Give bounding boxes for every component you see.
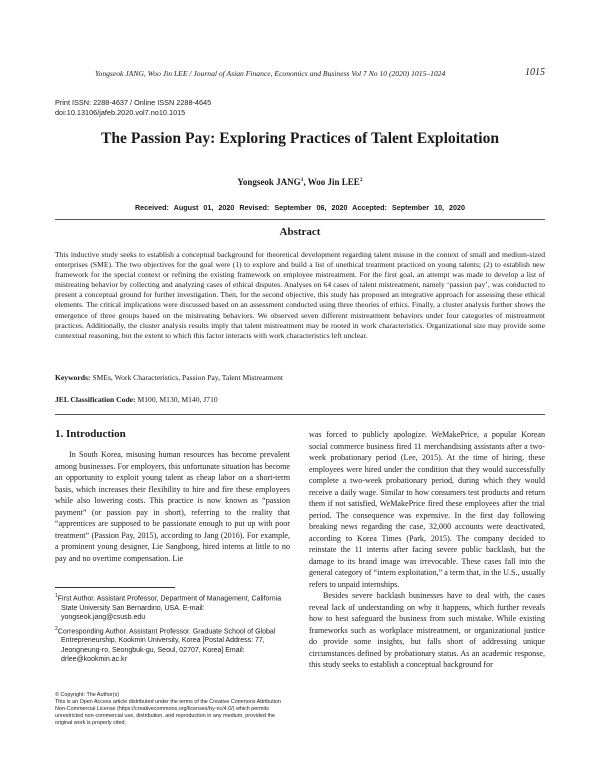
section-heading: 1. Introduction <box>55 428 126 440</box>
footnote-text: First Author. Assistant Professor, Department of Management, California State University San Bernardino, USA. E-mail: yongseok.jang@csusb.edu <box>57 595 282 621</box>
author-affiliation-mark: 1 <box>300 177 304 183</box>
jel-line <box>55 395 545 404</box>
keywords-value: SMEs, Work Characteristics, Passion Pay, Talent Mistreatment <box>90 373 283 382</box>
footnotes <box>55 592 290 667</box>
keywords-line <box>55 373 545 382</box>
footnote-mark: 1 <box>55 593 58 599</box>
body-paragraph: In South Korea, misusing human resources has become prevalent among businesses. For employers, this unfortunate situation has become an opportunity to exploit young talent as cheap labor on a short-term basis, which increases their flexibility to hire and fire these employees while also lowering costs. This practice is now known as “passion payment” (or passion pay in short), referring to the reality that “apprentices are supposed to be passionate enough to put up with poor treatment” (Passion Pay, 2015), according to Jang (2016). For example, a prominent young designer, Lie Sangbong, hired interns at little to no pay and no overtime compensation. Lie <box>55 450 290 563</box>
paper-title: The Passion Pay: Exploring Practices of Talent Exploitation <box>100 130 500 147</box>
divider <box>55 414 545 415</box>
footnote <box>55 625 290 664</box>
footnote-mark: 2 <box>55 625 58 632</box>
submission-dates: Received: August 01, 2020 Revised: September 06, 2020 Accepted: September 10, 2020 <box>134 203 466 212</box>
footnote-divider <box>55 587 175 588</box>
abstract-body: This inductive study seeks to establish a conceptual background for theoretical development regarding talent misuse in the context of small and medium-sized enterprises (SME). The two objectives for the goal were (1) to explore and build a list of unethical treatment practiced on young talents; (2) to establish new framework for the special context or refining the existing framework on employee mistreatment. For the first goal, an attempt was made to develop a list of mistreating behavior by collecting and analyzing cases of ethical disputes. Analyses on 64 cases of talent mistreatment, namely ‘passion pay’, was conducted to present a conceptual ground for further investigation. Then, for the second objective, this study has proposed an integrative approach for assessing these ethical elements. The critical implications were discussed based on an assessment conducted using three theories of ethics. Finally, a cluster analysis further shows the emergence of three groups based on the mistreating behaviors. We observed seven different mistreatment behaviors under four categories of mistreatment practices. Additionally, the cluster analysis results imply that talent mistreatment may be rooted in work characteristics. Organizational size may provide some contextual reasoning, but the extent to which this factor interacts with work characteristics left unclear. <box>55 250 545 340</box>
footnote <box>55 592 290 622</box>
license-text: This is an Open Access article distributed under the terms of the Creative Commons Attribution Non-Commercial License (https://creativecommons.org/licenses/by-nc/4.0/) which permits unrestricted non-commercial use, distribution, and reproduction in any medium, provided the original work is properly cited. <box>55 699 281 727</box>
copyright-notice <box>55 692 290 727</box>
page-number: 1015 <box>525 67 545 78</box>
doi-line: doi:10.13106/jafeb.2020.vol7.no10.1015 <box>55 108 186 117</box>
running-head-text: Yongseok JANG, Woo Jin LEE / Journal of Asian Finance, Economics and Business Vol 7 No 10 (2020) 1015–1024 <box>95 69 446 78</box>
divider <box>55 219 545 220</box>
author-affiliation-mark: 2 <box>359 177 363 183</box>
jel-label: JEL Classification Code: <box>55 395 136 404</box>
footnote-text: Corresponding Author. Assistant Professor. Graduate School of Global Entrepreneurship, Kookmin University, Korea [Postal Address: 77, Jeongneung-ro, Seongbuk-gu, Seoul, 02707, Korea] Email: drlee@kookmin.ac.kr <box>57 628 276 663</box>
abstract-heading: Abstract <box>279 226 321 238</box>
jel-value: M100, M130, M140, J710 <box>135 395 218 404</box>
issn-block <box>55 98 211 118</box>
body-paragraph: was forced to publicly apologize. WeMakePrice, a popular Korean social commerce business fired 11 merchandising assistants after a two-week probationary period (Lee, 2015). At the time of hiring, these employees were hired under the condition that they would successfully complete a two-week probationary period, during which they would receive a daily wage. Similar to how consumers test products and return them if not satisfied, WeMakePrice fired these employees after the trial period. The consequence was expensive. In the first day following breaking news regarding the case, 32,000 accounts were deactivated, according to Korea Times (Park, 2015). The company decided to reinstate the 11 interns after facing severe public backlash, but the damage to its brand image was irrevocable. These cases fall into the general category of “intern exploitation,” a term that, in the U.S., usually refers to unpaid internships. <box>309 430 545 589</box>
author-line <box>40 177 560 187</box>
author-name: Yongseok JANG <box>237 177 301 187</box>
author-name: Woo Jin LEE <box>307 177 360 187</box>
left-column <box>55 428 290 564</box>
issn-line: Print ISSN: 2288-4637 / Online ISSN 2288-4645 <box>55 98 212 107</box>
body-paragraph: Besides severe backlash businesses have to deal with, the cases reveal lack of understanding on why it happens, which further reveals how to best safeguard the business from such mistake. While existing frameworks such as workplace mistreatment, or organizational justice do provide some insights, but falls short of addressing unique circumstances defined by probationary status. As an academic response, this study seeks to establish a conceptual background for <box>309 591 545 669</box>
keywords-label: Keywords: <box>55 373 91 382</box>
copyright-line: © Copyright: The Author(s) <box>55 692 120 698</box>
author-separator: , <box>303 177 308 187</box>
right-column <box>309 429 545 671</box>
